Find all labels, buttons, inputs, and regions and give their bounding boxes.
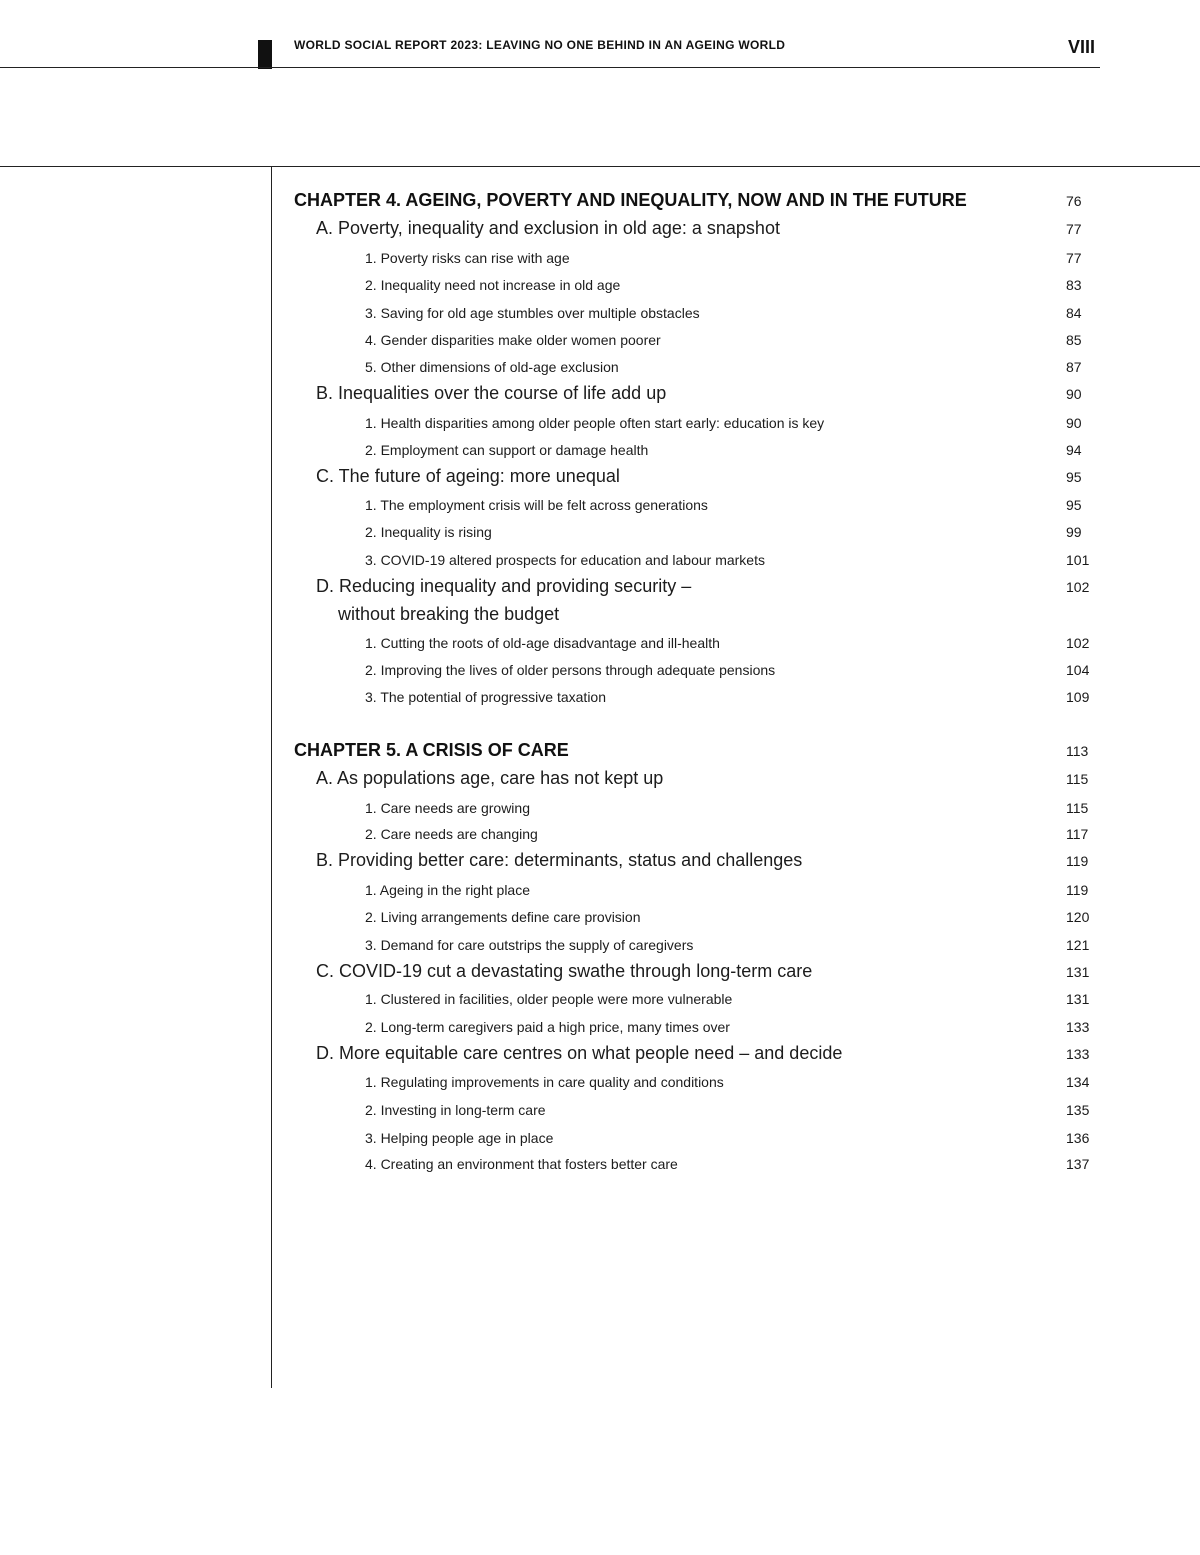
toc-entry-title: 2. Long-term caregivers paid a high price, many times over xyxy=(365,1019,730,1035)
toc-entry-title: B. Inequalities over the course of life add up xyxy=(316,383,667,403)
toc-entry-title: 2. Inequality need not increase in old age xyxy=(365,277,621,293)
toc-entry-page: 133 xyxy=(1066,1046,1090,1062)
toc-entry-title: 5. Other dimensions of old-age exclusion xyxy=(365,359,619,375)
toc-entry-page: 77 xyxy=(1066,221,1082,237)
toc-entry-page: 120 xyxy=(1066,909,1090,925)
toc-entry-page: 84 xyxy=(1066,305,1082,321)
toc-entry-title: C. COVID-19 cut a devastating swathe through long-term care xyxy=(316,961,813,981)
toc-entry-title: 3. Saving for old age stumbles over multiple obstacles xyxy=(365,305,700,321)
toc-entry-page: 77 xyxy=(1066,250,1082,266)
toc-entry-title: D. More equitable care centres on what people need – and decide xyxy=(316,1043,843,1063)
toc-entry-title: 2. Improving the lives of older persons through adequate pensions xyxy=(365,662,776,678)
toc-entry-page: 83 xyxy=(1066,277,1082,293)
toc-entry-page: 87 xyxy=(1066,359,1082,375)
toc-entry-title: 1. Health disparities among older people often start early: education is key xyxy=(365,415,825,431)
toc-entry-title: 3. The potential of progressive taxation xyxy=(365,689,607,705)
toc-entry-title: 2. Employment can support or damage health xyxy=(365,442,649,458)
toc-entry-page: 137 xyxy=(1066,1156,1090,1172)
toc-entry-page: 115 xyxy=(1066,771,1089,787)
toc-entry-page: 131 xyxy=(1066,991,1090,1007)
toc-entry-title: 2. Inequality is rising xyxy=(365,524,492,540)
toc-entry-title: 4. Gender disparities make older women poorer xyxy=(365,332,661,348)
toc-entry-page: 136 xyxy=(1066,1130,1090,1146)
toc-entry-title: 1. The employment crisis will be felt across generations xyxy=(365,497,708,513)
toc-entry-page: 104 xyxy=(1066,662,1090,678)
running-header-title: WORLD SOCIAL REPORT 2023: LEAVING NO ONE BEHIND IN AN AGEING WORLD xyxy=(294,38,786,52)
toc-entry-page: 95 xyxy=(1066,469,1082,485)
toc-entry-title: B. Providing better care: determinants, status and challenges xyxy=(316,850,803,870)
toc-entry-title: 4. Creating an environment that fosters better care xyxy=(365,1156,678,1172)
toc-entry-title: 1. Clustered in facilities, older people were more vulnerable xyxy=(365,991,733,1007)
toc-entry-page: 85 xyxy=(1066,332,1082,348)
toc-entry-title: CHAPTER 4. AGEING, POVERTY AND INEQUALITY, NOW AND IN THE FUTURE xyxy=(294,190,967,210)
page-number: VIII xyxy=(1068,37,1096,57)
toc-entry-page: 101 xyxy=(1066,552,1090,568)
toc-entry-page: 102 xyxy=(1066,635,1090,651)
toc-entry-title: 1. Poverty risks can rise with age xyxy=(365,250,570,266)
toc-entry-title: 1. Cutting the roots of old-age disadvantage and ill-health xyxy=(365,635,720,651)
toc-entry-title: 1. Care needs are growing xyxy=(365,800,530,816)
toc-entry-page: 133 xyxy=(1066,1019,1090,1035)
toc-entry-page: 115 xyxy=(1066,800,1089,816)
toc-entry-page: 119 xyxy=(1066,853,1089,869)
toc-entry-page: 119 xyxy=(1066,882,1089,898)
toc-entry-title: C. The future of ageing: more unequal xyxy=(316,466,620,486)
toc-entry-page: 95 xyxy=(1066,497,1082,513)
toc-entry-page: 117 xyxy=(1066,826,1089,842)
toc-entry-page: 121 xyxy=(1066,937,1090,953)
toc-entry-page: 76 xyxy=(1066,193,1082,209)
toc-entry-title: 3. Demand for care outstrips the supply of caregivers xyxy=(365,937,694,953)
toc-entry-page: 109 xyxy=(1066,689,1090,705)
toc-entry-title: 2. Living arrangements define care provision xyxy=(365,909,641,925)
toc-entry-title: 2. Care needs are changing xyxy=(365,826,538,842)
toc-entry-title: without breaking the budget xyxy=(338,604,560,624)
toc-entry-title: D. Reducing inequality and providing security – xyxy=(316,576,692,596)
toc-entry-page: 99 xyxy=(1066,524,1082,540)
toc-entry-page: 102 xyxy=(1066,579,1090,595)
toc-entry-title: A. Poverty, inequality and exclusion in old age: a snapshot xyxy=(316,218,780,238)
toc-entry-title: A. As populations age, care has not kept up xyxy=(316,768,664,788)
toc-entry-page: 94 xyxy=(1066,442,1082,458)
toc-entry-page: 134 xyxy=(1066,1074,1090,1090)
toc-entry-title: 3. Helping people age in place xyxy=(365,1130,554,1146)
toc-entry-title: 1. Regulating improvements in care quality and conditions xyxy=(365,1074,724,1090)
toc-entry-title: 1. Ageing in the right place xyxy=(365,882,531,898)
toc-entry-page: 113 xyxy=(1066,743,1089,759)
toc-entry-page: 135 xyxy=(1066,1102,1090,1118)
toc-entry-page: 90 xyxy=(1066,386,1082,402)
toc-entry-title: 2. Investing in long-term care xyxy=(365,1102,546,1118)
toc-entry-title: CHAPTER 5. A CRISIS OF CARE xyxy=(294,740,569,760)
toc-entry-page: 131 xyxy=(1066,964,1090,980)
toc-entry-title: 3. COVID-19 altered prospects for education and labour markets xyxy=(365,552,765,568)
toc-entry-page: 90 xyxy=(1066,415,1082,431)
